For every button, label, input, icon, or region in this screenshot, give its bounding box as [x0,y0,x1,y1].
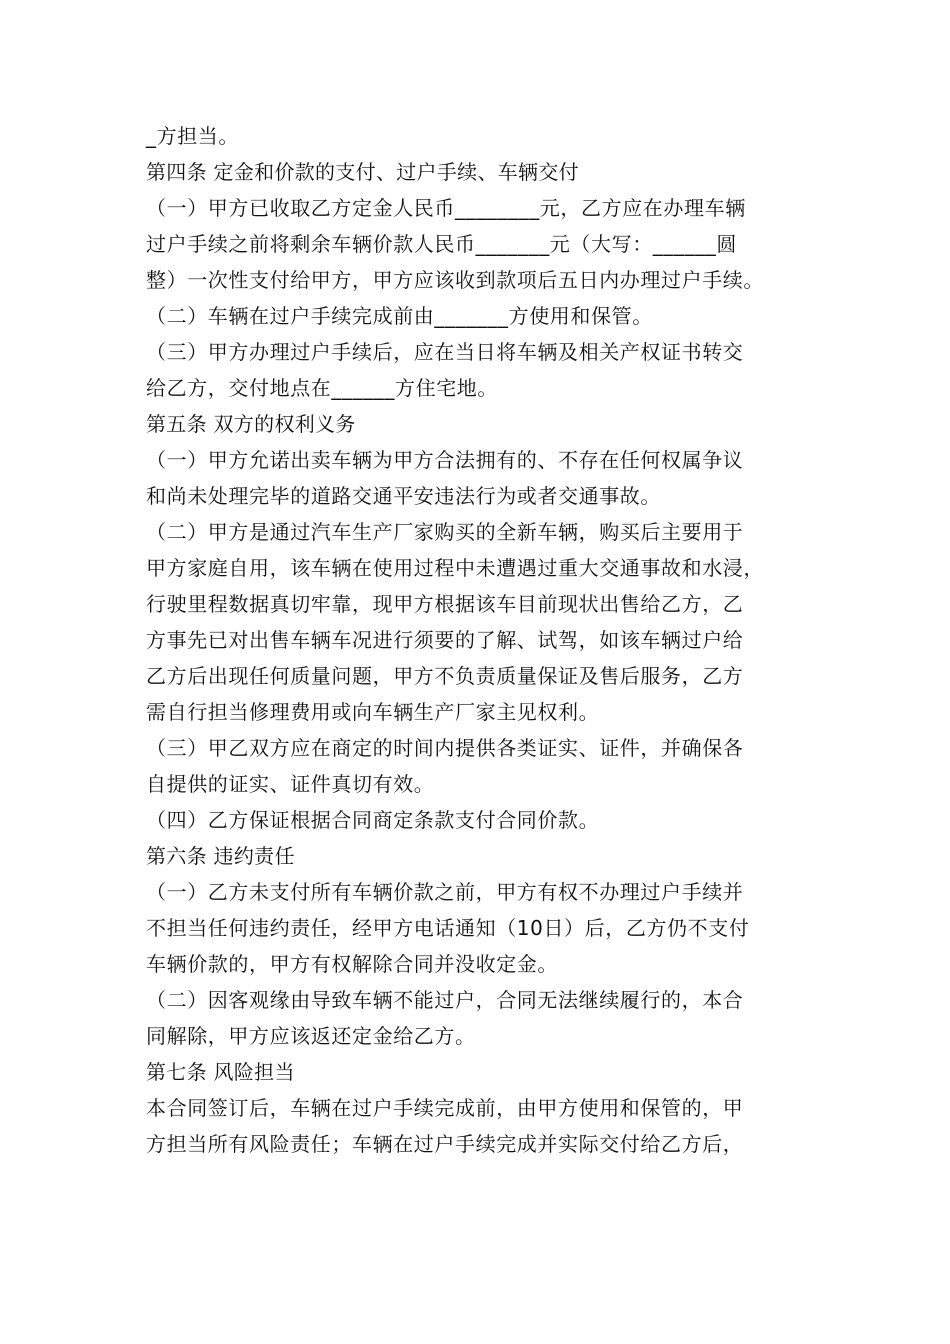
text-line: 同解除，甲方应该返还定金给乙方。 [146,1024,476,1048]
text-line: （二）甲方是通过汽车生产厂家购买的全新车辆，购买后主要用于 [146,520,744,544]
text-line: 整）一次性支付给甲方，甲方应该收到款项后五日内办理过户手续。 [146,268,764,292]
document-body [146,118,816,1162]
text-line: （四）乙方保证根据合同商定条款支付合同价款。 [146,808,600,832]
text-line: （二）因客观缘由导致车辆不能过户，合同无法继续履行的，本合 [146,988,744,1012]
text-line: 自提供的证实、证件真切有效。 [146,772,435,796]
section-heading-article-6: 第六条 违约责任 [146,844,295,868]
text-line: 乙方后出现任何质量问题，甲方不负责质量保证及售后服务，乙方 [146,664,744,688]
text-line: 本合同签订后，车辆在过户手续完成前，由甲方使用和保管的，甲 [146,1096,744,1120]
text-line: 过户手续之前将剩余车辆价款人民币_______元（大写：______圆 [146,232,737,256]
section-heading-article-4: 第四条 定金和价款的支付、过户手续、车辆交付 [146,160,579,184]
text-line: 不担当任何违约责任，经甲方电话通知（10日）后，乙方仍不支付 [146,916,750,940]
text-line: （三）甲方办理过户手续后，应在当日将车辆及相关产权证书转交 [146,340,744,364]
text-line: _方担当。 [146,124,239,148]
text-line: （三）甲乙双方应在商定的时间内提供各类证实、证件，并确保各 [146,736,744,760]
text-line: 方事先已对出售车辆车况进行须要的了解、试驾，如该车辆过户给 [146,628,744,652]
section-heading-article-7: 第七条 风险担当 [146,1060,295,1084]
text-line: 行驶里程数据真切牢靠，现甲方根据该车目前现状出售给乙方，乙 [146,592,744,616]
text-line: 甲方家庭自用，该车辆在使用过程中未遭遇过重大交通事故和水浸， [146,556,764,580]
text-line: 方担当所有风险责任；车辆在过户手续完成并实际交付给乙方后， [146,1132,744,1156]
text-line: （一）乙方未支付所有车辆价款之前，甲方有权不办理过户手续并 [146,880,744,904]
text-line: （一）甲方已收取乙方定金人民币________元，乙方应在办理车辆 [146,196,746,220]
text-line: 给乙方，交付地点在______方住宅地。 [146,376,498,400]
text-line: （二）车辆在过户手续完成前由_______方使用和保管。 [146,304,653,328]
text-line: （一）甲方允诺出卖车辆为甲方合法拥有的、不存在任何权属争议 [146,448,744,472]
section-heading-article-5: 第五条 双方的权利义务 [146,412,356,436]
text-line: 车辆价款的，甲方有权解除合同并没收定金。 [146,952,558,976]
text-line: 需自行担当修理费用或向车辆生产厂家主见权利。 [146,700,600,724]
text-line: 和尚未处理完毕的道路交通平安违法行为或者交通事故。 [146,484,661,508]
